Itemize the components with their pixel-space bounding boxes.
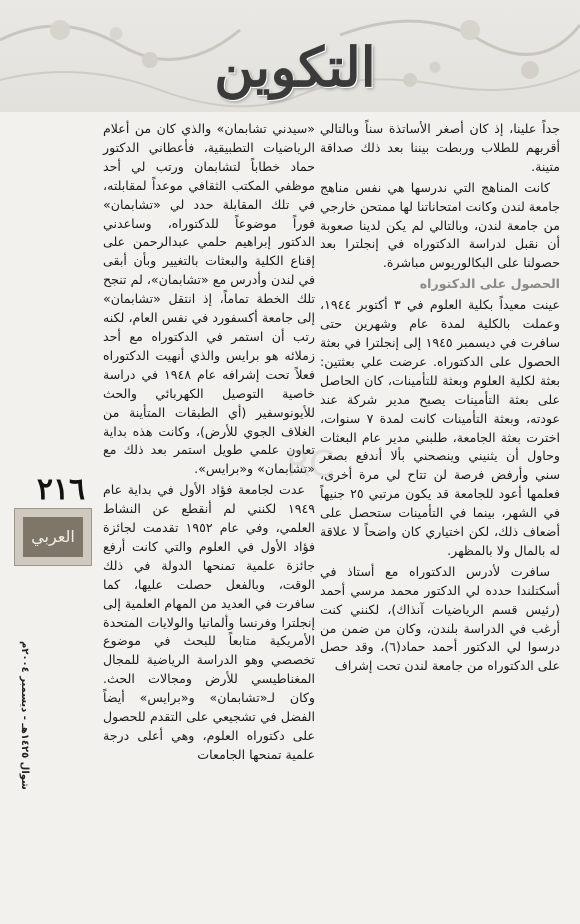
magazine-logo: [14, 508, 92, 566]
watermark: RC: [285, 444, 335, 485]
text-column-left: [103, 120, 315, 767]
paragraph: سافرت لأدرس الدكتوراه مع أستاذ في أسكتلندا حدده لي الدكتور محمد مرسي أحمد (رئيس قسم الرياضيات آنذاك)، لكنني كنت أرغب في الدراسة بلندن، وكان من ضمن من درسوا لي الدكتور أحمد حماد(٦)، وقد حصل على الدكتوراه من جامعة لندن تحت إشراف: [320, 563, 560, 674]
paragraph: جداً علينا، إذ كان أصغر الأساتذة سناً وبالتالي أقربهم للطلاب وربطت بيننا بعد ذلك صداقة متينة.: [320, 121, 560, 174]
paragraph: كانت المناهج التي ندرسها هي نفس مناهج جامعة لندن وكانت امتحاناتنا لها ممتحن خارجي من جامعة لندن، وبالتالي لم يكن لدينا صعوبة أن نقبل لدراسة الدكتوراه في إنجلترا بعد حصولنا على البكالوريوس مباشرة.: [319, 179, 560, 271]
magazine-title: التكوين: [214, 35, 376, 99]
paragraph: «سيدني تشابمان» والذي كان من أعلام الرياضيات التطبيقية، فأعطاني الدكتور حماد خطاباً لتشابمان ورتب لي أحد موظفي المكتب الثقافي موعداً لمقابلته، في تلك المقابلة حدد لي «تشابمان» فوراً موضوعاً للدكتوراه، وساعدني الدكتور إبراهيم حلمي عبدالرحمن على إقناع الكلية والبعثات بالتغيير وبأن أبقى في لندن وأدرس مع «تشابمان»، لم تنجح تلك الخطة تماماً، إذ انتقل «تشابمان» إلى جامعة أكسفورد في نفس العام، لكنه رتب أن استمر في الدكتوراه مع أحد زملائه هو برايس والذي أنهيت الدكتوراه فعلاً تحت إشرافه عام ١٩٤٨ في دراسة خاصية التوصيل الكهربائي والحث للأيونوسفير (أي الطبقات المتأينة من الغلاف الجوي للأرض)، وكانت هذه بداية تعاون علمي طويل استمر بعد ذلك مع «تشابمان» و«برايس».: [103, 121, 315, 477]
paragraph: عينت معيداً بكلية العلوم في ٣ أكتوبر ١٩٤٤، وعملت بالكلية لمدة عام وشهرين حتى سافرت في ديسمبر ١٩٤٥ إلى إنجلترا في بعثة الحصول على الدكتوراه. عرضت علي بعثتين: بعثة لكلية العلوم وبعثة للتأمينات، كان الحاصل على بعثة التأمينات يصبح مدير شركة عند عودته، وبعثة التأمينات كانت لمدة ٧ سنوات، اخترت بعثة الجامعة، طلبني مدير عام البعثات وحاول أن يثنيني وينصحني بألا أندفع بصغر سني وأرفض فرصة لن تتاح لي مرة أخرى، فعلمها أعود للجامعة قد يكون مرتبي ٢٥ جنيهاً في الشهر، بينما في التأمينات ستحصل على أضعاف ذلك، لكن اختياري كان واضحاً لا علاقة له بالمال ولا بالمظهر.: [320, 297, 561, 558]
page-number: ٢١٦: [36, 472, 86, 507]
paragraph: عدت لجامعة فؤاد الأول في بداية عام ١٩٤٩ لكنني لم أنقطع عن النشاط العلمي، وفي عام ١٩٥٢ تقدمت لجائزة فؤاد الأول في العلوم والتي كانت أرفع جائزة علمية تمنحها الدولة في ذلك الوقت، وبالفعل حصلت عليها، كما سافرت في العديد من المهام العلمية إلى إنجلترا وفرنسا وألمانيا والولايات المتحدة الأمريكية متابعاً للبحث في موضوع تخصصي وهو الدراسة الرياضية للمجال المغناطيسي للأرض ومجالات الحث. وكان لـ«تشابمان» و«برايس» أيضاً الفضل في تشجيعي على التقدم للحصول على دكتوراه العلوم، وهي أعلى درجة علمية تمنحها الجامعات: [103, 482, 315, 762]
header-ornament: [0, 0, 580, 112]
logo-text: العربي: [23, 517, 83, 557]
text-column-right: [320, 120, 560, 678]
issue-date: شوال ١٤٢٥هـ - ديسمبر ٢٠٠٤م: [19, 641, 30, 790]
section-subheading: الحصول على الدكتوراه: [419, 276, 560, 292]
